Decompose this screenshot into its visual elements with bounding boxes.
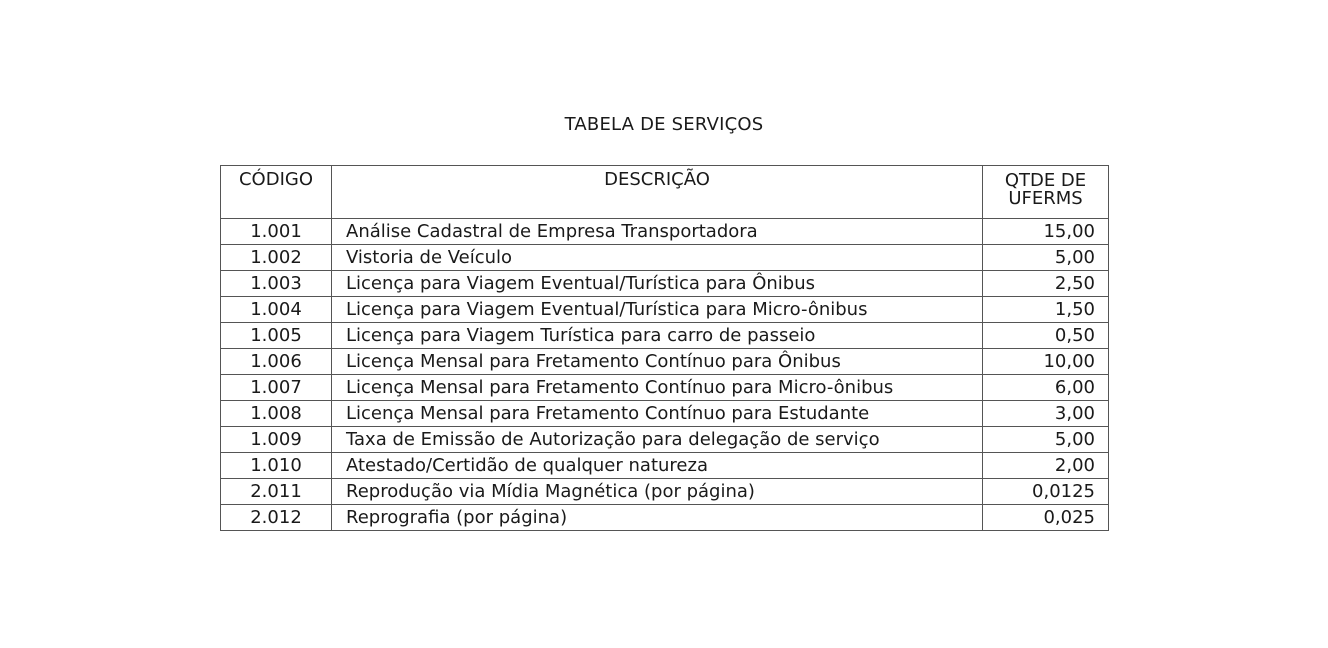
- row-quantity: 6,00: [983, 375, 1109, 401]
- table-row: [221, 323, 1109, 349]
- table-row: [221, 427, 1109, 453]
- row-description: Análise Cadastral de Empresa Transportadora: [332, 219, 983, 245]
- header-quantity: [983, 166, 1109, 219]
- row-description: Licença para Viagem Eventual/Turística para Ônibus: [332, 271, 983, 297]
- row-quantity: 2,50: [983, 271, 1109, 297]
- page-title: TABELA DE SERVIÇOS: [564, 114, 764, 135]
- row-quantity: 0,50: [983, 323, 1109, 349]
- table-row: [221, 401, 1109, 427]
- table-row: [221, 479, 1109, 505]
- row-description: Vistoria de Veículo: [332, 245, 983, 271]
- row-quantity: 15,00: [983, 219, 1109, 245]
- header-code: CÓDIGO: [221, 166, 332, 219]
- table-row: [221, 375, 1109, 401]
- table-row: [221, 505, 1109, 531]
- row-quantity: 2,00: [983, 453, 1109, 479]
- table-row: [221, 245, 1109, 271]
- row-code: 1.002: [221, 245, 332, 271]
- row-description: Reprografia (por página): [332, 505, 983, 531]
- table-row: [221, 271, 1109, 297]
- header-quantity-line2: UFERMS: [1008, 188, 1083, 209]
- row-description: Licença Mensal para Fretamento Contínuo para Micro-ônibus: [332, 375, 983, 401]
- row-code: 2.011: [221, 479, 332, 505]
- row-description: Atestado/Certidão de qualquer natureza: [332, 453, 983, 479]
- row-quantity: 0,025: [983, 505, 1109, 531]
- row-quantity: 5,00: [983, 245, 1109, 271]
- row-description: Licença para Viagem Eventual/Turística para Micro-ônibus: [332, 297, 983, 323]
- table-body: [221, 219, 1109, 531]
- row-quantity: 3,00: [983, 401, 1109, 427]
- services-table: [220, 165, 1109, 531]
- row-code: 1.008: [221, 401, 332, 427]
- row-quantity: 0,0125: [983, 479, 1109, 505]
- row-quantity: 1,50: [983, 297, 1109, 323]
- table-row: [221, 297, 1109, 323]
- row-quantity: 5,00: [983, 427, 1109, 453]
- row-description: Reprodução via Mídia Magnética (por página): [332, 479, 983, 505]
- row-code: 1.005: [221, 323, 332, 349]
- row-code: 1.010: [221, 453, 332, 479]
- table-header: [221, 166, 1109, 219]
- table-row: [221, 219, 1109, 245]
- row-code: 1.007: [221, 375, 332, 401]
- row-code: 2.012: [221, 505, 332, 531]
- row-description: Licença para Viagem Turística para carro de passeio: [332, 323, 983, 349]
- row-description: Licença Mensal para Fretamento Contínuo para Estudante: [332, 401, 983, 427]
- row-quantity: 10,00: [983, 349, 1109, 375]
- row-code: 1.003: [221, 271, 332, 297]
- row-description: Taxa de Emissão de Autorização para delegação de serviço: [332, 427, 983, 453]
- row-code: 1.006: [221, 349, 332, 375]
- header-description: DESCRIÇÃO: [332, 166, 983, 219]
- row-code: 1.009: [221, 427, 332, 453]
- table-row: [221, 349, 1109, 375]
- header-row: [221, 166, 1109, 219]
- row-description: Licença Mensal para Fretamento Contínuo para Ônibus: [332, 349, 983, 375]
- row-code: 1.001: [221, 219, 332, 245]
- table-row: [221, 453, 1109, 479]
- row-code: 1.004: [221, 297, 332, 323]
- header-quantity-line1: QTDE DE: [1004, 170, 1087, 191]
